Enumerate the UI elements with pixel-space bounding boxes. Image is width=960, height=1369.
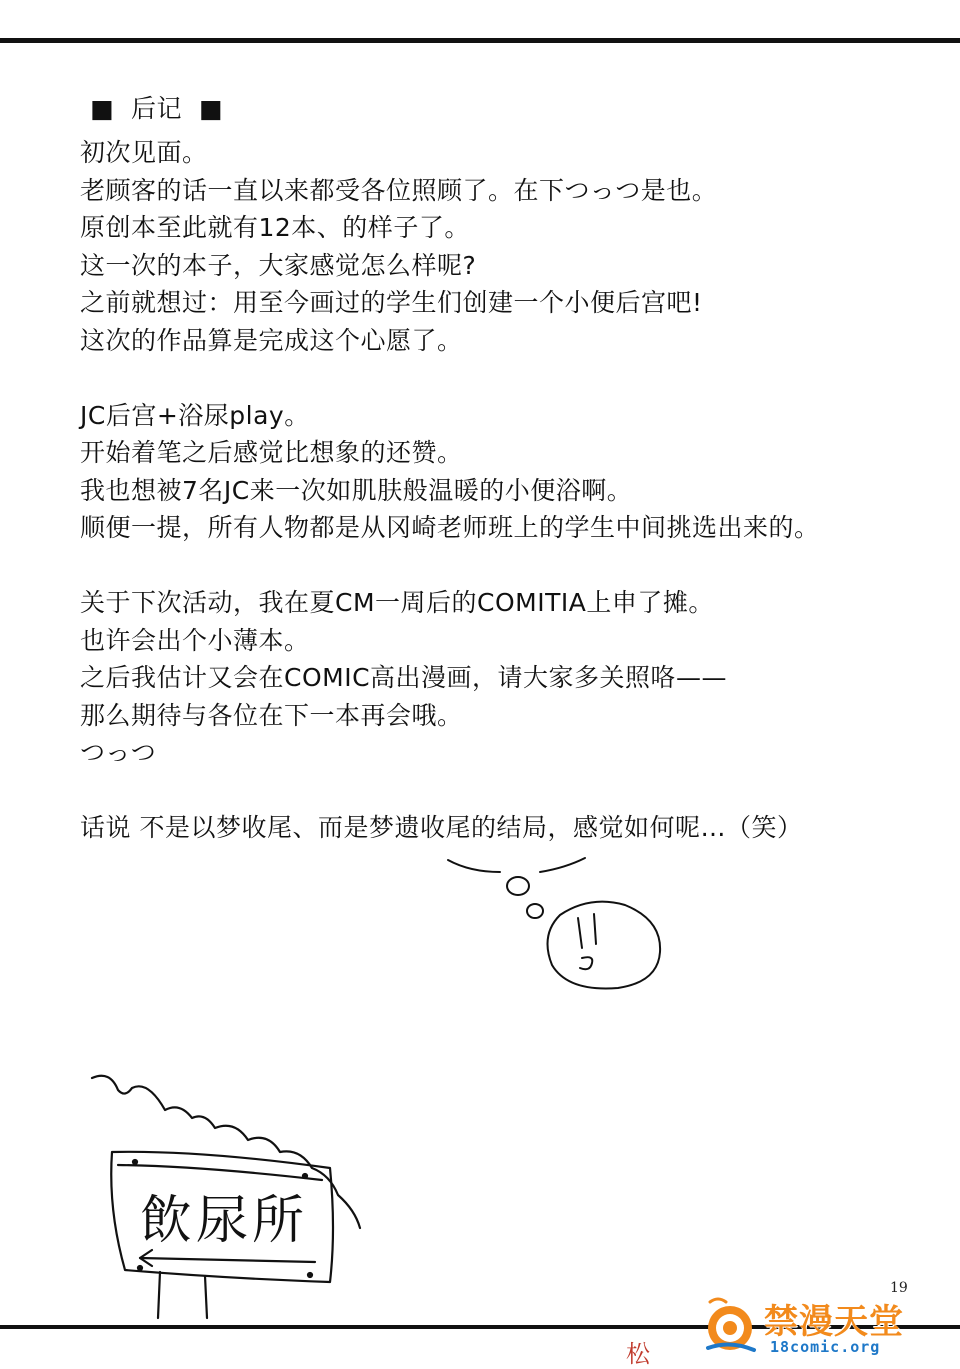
afterword-text	[80, 92, 930, 847]
nail-dot	[303, 1174, 307, 1178]
afterword-heading: ■ 后记 ■	[90, 94, 224, 123]
nail-dot	[308, 1273, 312, 1277]
blob-eye-left	[578, 918, 582, 948]
text-line: 也许会出个小薄本。	[80, 625, 310, 655]
rock-outline	[92, 1076, 360, 1228]
dream-curve-right	[540, 858, 585, 872]
text-line: 这一次的本子，大家感觉怎么样呢?	[80, 250, 477, 280]
watermark-url: 18comic.org	[770, 1338, 881, 1356]
whale-logo-icon	[700, 1294, 762, 1356]
text-line: 原创本至此就有12本、的样子了。	[80, 213, 470, 242]
text-line: 之后我估计又会在COMIC高出漫画，请大家多关照咯——	[80, 663, 728, 692]
text-line: 顺便一提，所有人物都是从冈崎老师班上的学生中间挑选出来的。	[80, 513, 820, 542]
text-line: 初次见面。	[80, 138, 208, 167]
text-line: 我也想被7名JC来一次如肌肤般温暖的小便浴啊。	[80, 475, 633, 505]
sign-arrow-shaft	[140, 1258, 315, 1262]
text-line: 这次的作品算是完成这个心愿了。	[80, 325, 463, 355]
paragraph-gap	[80, 772, 930, 810]
dream-bubble-large	[507, 877, 529, 895]
nail-dot	[133, 1160, 137, 1164]
sign-post-left	[158, 1272, 160, 1318]
text-line: 老顾客的话一直以来都受各位照顾了。在下つっつ是也。	[80, 175, 718, 205]
paragraph-gap	[80, 547, 930, 585]
sign-board	[111, 1152, 333, 1282]
text-line: 那么期待与各位在下一本再会哦。	[80, 700, 463, 730]
sign-text: 飲尿所	[140, 1191, 309, 1251]
text-line: JC后宫+浴尿play。	[80, 400, 310, 430]
dream-bubble-small	[527, 904, 543, 918]
blob-mouth	[580, 957, 592, 969]
paragraph-gap	[80, 359, 930, 397]
text-line: 关于下次活动，我在夏CM一周后的COMITIA上申了摊。	[80, 588, 714, 617]
top-border-line	[0, 38, 960, 43]
text-line: 之前就想过：用至今画过的学生们创建一个小便后宫吧!	[80, 288, 703, 317]
watermark-title: 禁漫天堂	[764, 1302, 904, 1342]
text-line: 开始着笔之后感觉比想象的还赞。	[80, 438, 463, 467]
site-watermark	[700, 1286, 930, 1364]
nail-dot	[138, 1266, 142, 1270]
blob-eye-right	[594, 914, 596, 944]
page-number: 19	[890, 1280, 908, 1296]
signboard-doodle	[92, 1076, 360, 1318]
text-line: つっつ	[80, 738, 157, 767]
sleeping-blob-doodle	[448, 858, 660, 989]
blob-body	[548, 902, 661, 989]
sign-post-right	[205, 1276, 207, 1318]
text-line: 话说 不是以梦收尾、而是梦遗收尾的结局，感觉如何呢…（笑）	[80, 813, 803, 842]
dream-curve-left	[448, 860, 500, 872]
sign-arrow-head	[140, 1250, 152, 1266]
stamp-character: 松	[626, 1340, 650, 1368]
sign-board-top-edge	[118, 1165, 322, 1180]
